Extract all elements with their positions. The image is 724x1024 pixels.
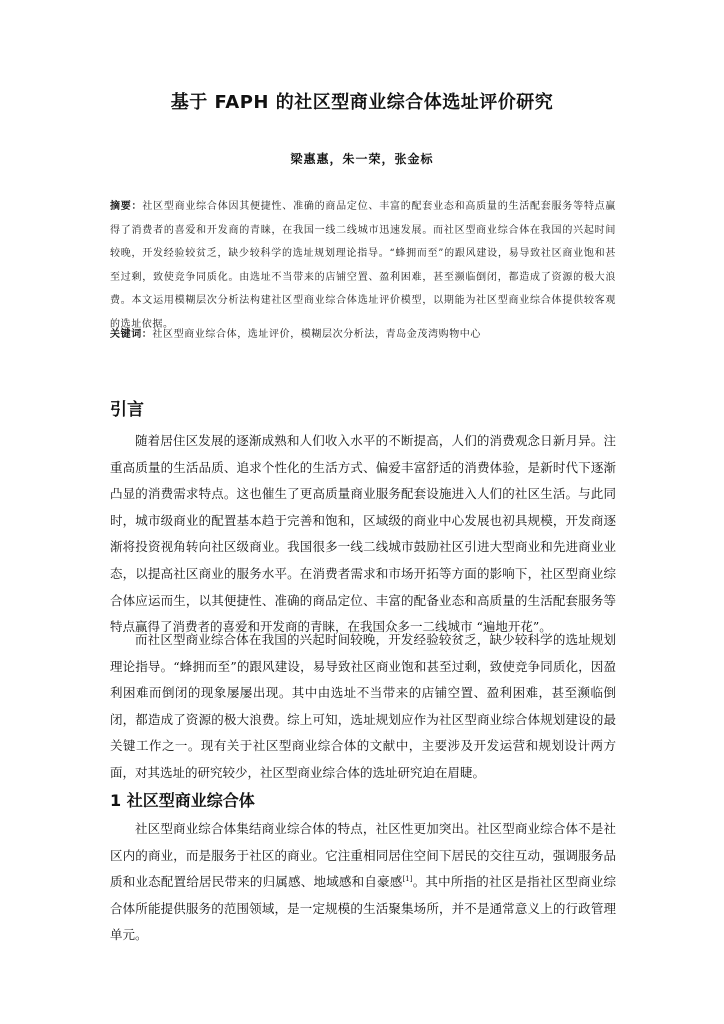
intro-paragraph-2: 而社区型商业综合体在我国的兴起时间较晚，开发经验较贫乏，缺少较科学的选址规划理论指导。“蜂拥而至”的跟风建设，易导致社区商业饱和甚至过剩，致使竞争同质化，因盈利困难而倒闭的现象屡屡出现。其中由选址不当带来的店铺空置、盈利困难，甚至濒临倒闭，都造成了资源的极大浪费。综上可知，选址规划应作为社区型商业综合体规划建设的最关键工作之一。现有关于社区型商业综合体的文献中，主要涉及开发运营和规划设计两方面，对其选址的研究较少，社区型商业综合体的选址研究迫在眉睫。 [110, 632, 616, 780]
abstract [110, 195, 616, 336]
abstract-text: 社区型商业综合体因其便捷性、准确的商品定位、丰富的配套业态和高质量的生活配套服务等特点赢得了消费者的喜爱和开发商的青睐，在我国一线二线城市迅速发展。而社区型商业综合体在我国的兴起时间较晚，开发经验较贫乏，缺少较科学的选址规划理论指导。“蜂拥而至”的跟风建设，易导致社区商业饱和甚至过剩，致使竞争同质化。由选址不当带来的店铺空置、盈利困难，甚至濒临倒闭，都造成了资源的极大浪费。本文运用模糊层次分析法构建社区型商业综合体选址评价模型，以期能为社区型商业综合体提供较客观的选址依据。 [110, 201, 616, 330]
section-1-text-before-citation: 社区型商业综合体集结商业综合体的特点，社区性更加突出。社区型商业综合体不是社区内的商业，而是服务于社区的商业。它注重相同居住空间下居民的交往互动，强调服务品质和业态配置给居民带来的归属感、地域感和自豪感 [110, 821, 616, 890]
keywords-text: 社区型商业综合体，选址评价，模糊层次分析法，青岛金茂湾购物中心 [152, 329, 482, 340]
section-1-text-after-citation: 。其中所指的社区是指社区型商业综合体所能提供服务的范围领域，是一定规模的生活聚集场所，并不是通常意义上的行政管理单元。 [110, 874, 616, 943]
keywords-label: 关键词： [110, 329, 153, 340]
abstract-label: 摘要： [110, 201, 143, 212]
intro-heading: 引言 [110, 400, 144, 420]
keywords [110, 323, 616, 346]
citation-marker[interactable]: [1] [402, 875, 413, 884]
intro-paragraph-1: 随着居住区发展的逐渐成熟和人们收入水平的不断提高，人们的消费观念日新月异。注重高质量的生活品质、追求个性化的生活方式、偏爱丰富舒适的消费体验，是新时代下逐渐凸显的消费需求特点。这也催生了更高质量商业服务配套设施进入人们的社区生活。与此同时，城市级商业的配置基本趋于完善和饱和，区域级的商业中心发展也初具规模，开发商逐渐将投资视角转向社区级商业。我国很多一线二线城市鼓励社区引进大型商业和先进商业业态，以提高社区商业的服务水平。在消费者需求和市场开拓等方面的影响下，社区型商业综合体应运而生，以其便捷性、准确的商品定位、丰富的配备业态和高质量的生活配套服务等特点赢得了消费者的喜爱和开发商的青睐，在我国众多一二线城市 “遍地开花”。 [110, 433, 616, 635]
author-list: 梁惠惠，朱一荣，张金标 [290, 152, 434, 166]
section-1-paragraph-1 [110, 816, 616, 949]
paper-title: 基于 FAPH 的社区型商业综合体选址评价研究 [170, 92, 554, 113]
section-1-heading: 1 社区型商业综合体 [110, 791, 255, 810]
